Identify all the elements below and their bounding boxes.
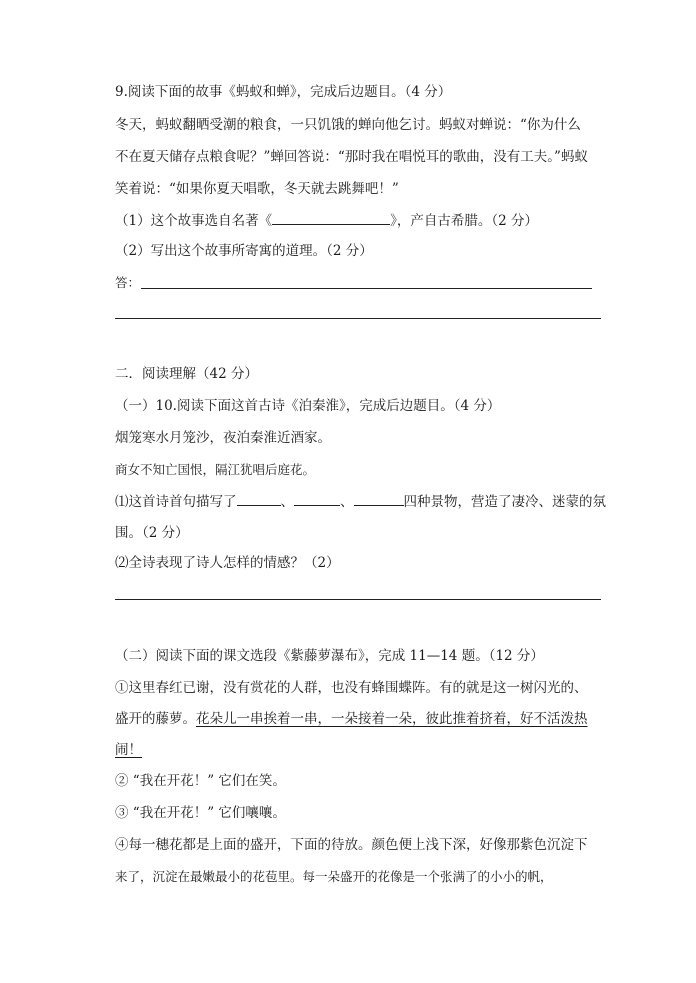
poem-question-title: （一）10.阅读下面这首古诗《泊秦淮》，完成后边题目。（4 分） <box>115 398 501 414</box>
poem-answer-line[interactable] <box>115 599 601 600</box>
q9-sub2: （2）写出这个故事所寄寓的道理。（2 分） <box>115 243 373 259</box>
q9-story-line-3: 笑着说：“如果你夏天唱歌，冬天就去跳舞吧！” <box>115 181 399 197</box>
passage-p4-line-2: 来了，沉淀在最嫩最小的花苞里。每一朵盛开的花像是一个张满了的小小的帆， <box>115 869 553 884</box>
q9-sub1-blank[interactable] <box>272 210 390 225</box>
poem-sub1-blank-1[interactable] <box>237 491 281 506</box>
q9-title: 9.阅读下面的故事《蚂蚁和蝉》，完成后边题目。（4 分） <box>115 84 452 100</box>
q9-answer-line-2[interactable] <box>115 318 601 319</box>
poem-sub1-sep-2: 、 <box>340 494 354 510</box>
passage-p3: ③ “我在开花！” 它们嚷嚷。 <box>115 805 286 821</box>
q9-answer-line-1[interactable] <box>141 288 592 289</box>
poem-sub1-blank-2[interactable] <box>294 491 340 506</box>
poem-sub1-blank-3[interactable] <box>354 491 404 506</box>
poem-line-2: 商女不知亡国恨，隔江犹唱后庭花。 <box>115 462 316 477</box>
passage-p1-line-3 <box>115 740 615 760</box>
passage-p1-underlined-1: 花朵儿一串挨着一串，一朵接着一朵，彼此推着挤着，好不活泼热 <box>196 711 588 727</box>
passage-p2: ② “我在开花！” 它们在笑。 <box>115 773 286 789</box>
passage-p1-line-1: ①这里春红已谢，没有赏花的人群，也没有蜂围蝶阵。有的就是这一树闪光的、 <box>115 680 588 696</box>
passage-p4-line-1: ④每一穗花都是上面的盛开，下面的待放。颜色便上浅下深，好像那紫色沉淀下 <box>115 837 588 853</box>
passage-title: （二）阅读下面的课文选段《紫藤萝瀑布》，完成 11—14 题。（12 分） <box>115 648 544 664</box>
q9-sub1-after: 》，产自古希腊。（2 分） <box>390 213 538 229</box>
passage-p1-plain: 盛开的藤萝。 <box>115 711 196 727</box>
q9-sub1 <box>115 210 615 231</box>
poem-line-1: 烟笼寒水月笼沙，夜泊秦淮近酒家。 <box>115 430 331 446</box>
poem-sub1-sep-1: 、 <box>280 494 294 510</box>
poem-sub1-after: 四种景物，营造了凄冷、迷蒙的氛 <box>403 494 606 510</box>
poem-sub1-continued: 围。（2 分） <box>115 525 189 541</box>
poem-sub1 <box>115 491 615 512</box>
passage-p1-line-2 <box>115 709 615 729</box>
section2-title: 二．阅读理解（42 分） <box>115 366 258 382</box>
poem-sub1-before: ⑴这首诗首句描写了 <box>115 494 237 510</box>
q9-story-line-2: 不在夏天储存点粮食呢？”蝉回答说：“那时我在唱悦耳的歌曲，没有工夫。”蚂蚁 <box>115 149 588 165</box>
passage-p1-underlined-2: 闹！ <box>115 742 142 758</box>
q9-sub1-before: （1）这个故事选自名著《 <box>115 213 273 229</box>
poem-sub2: ⑵全诗表现了诗人怎样的情感？（2） <box>115 555 340 571</box>
q9-answer-label: 答： <box>115 275 141 290</box>
q9-story-line-1: 冬天，蚂蚁翻晒受潮的粮食，一只饥饿的蝉向他乞讨。蚂蚁对蝉说：“你为什么 <box>115 117 581 133</box>
